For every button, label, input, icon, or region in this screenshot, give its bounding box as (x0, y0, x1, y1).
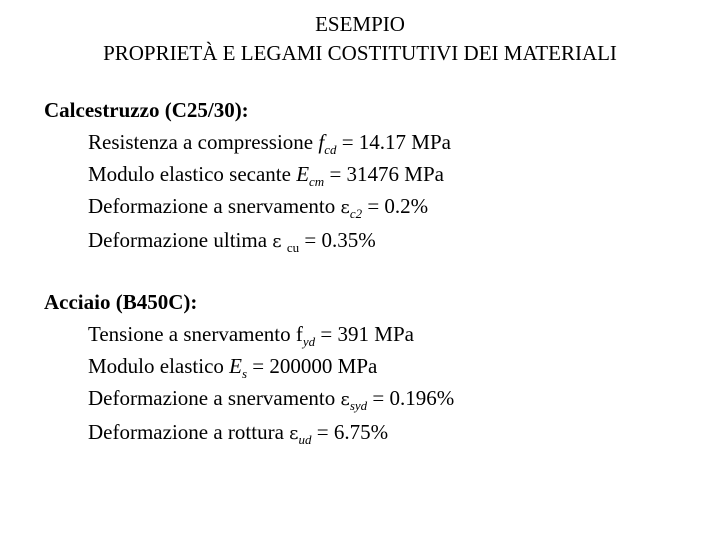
item-symbol: ε (272, 231, 282, 252)
item-value: = 0.196% (372, 386, 455, 410)
item-subscript: c2 (349, 206, 363, 221)
item-symbol: f (318, 130, 325, 154)
item-subscript: ud (298, 432, 312, 447)
steel-yield-strain (88, 382, 704, 416)
item-value: = 6.75% (316, 420, 389, 444)
steel-section (44, 286, 704, 450)
item-subscript: cu (286, 240, 300, 255)
item-symbol: E (296, 162, 310, 186)
item-subscript: cm (309, 174, 325, 189)
item-value: = 200000 MPa (252, 354, 378, 378)
item-symbol: ε (289, 423, 299, 444)
item-label: Modulo elastico secante (88, 162, 291, 186)
item-symbol: f (295, 322, 303, 346)
item-label: Modulo elastico (88, 354, 224, 378)
item-label: Tensione a snervamento (88, 322, 291, 346)
steel-ultimate-strain (88, 416, 704, 450)
item-symbol: E (229, 354, 242, 378)
concrete-secant-modulus (88, 158, 704, 190)
title-line-1: ESEMPIO (315, 12, 405, 36)
title-line-2: PROPRIETÀ E LEGAMI COSTITUTIVI DEI MATERIALI (103, 41, 617, 65)
concrete-yield-strain (88, 190, 704, 224)
item-label: Deformazione a rottura (88, 420, 284, 444)
item-label: Deformazione a snervamento (88, 386, 336, 410)
item-symbol: ε (340, 197, 350, 218)
item-label: Deformazione a snervamento (88, 194, 336, 218)
item-symbol: ε (340, 389, 350, 410)
concrete-section (44, 94, 704, 258)
item-subscript: syd (349, 398, 368, 413)
page-title (0, 10, 720, 68)
concrete-heading: Calcestruzzo (C25/30): (44, 98, 249, 122)
steel-yield-stress (88, 318, 704, 350)
item-value: = 14.17 MPa (341, 130, 451, 154)
item-value: = 31476 MPa (329, 162, 444, 186)
item-subscript: cd (324, 142, 337, 157)
concrete-compressive-strength (88, 126, 704, 158)
steel-elastic-modulus (88, 350, 704, 382)
item-subscript: s (241, 366, 248, 381)
item-subscript: yd (302, 334, 316, 349)
steel-heading: Acciaio (B450C): (44, 290, 198, 314)
item-label: Deformazione ultima (88, 228, 268, 252)
concrete-ultimate-strain (88, 224, 704, 258)
item-label: Resistenza a compressione (88, 130, 314, 154)
item-value: = 391 MPa (320, 322, 414, 346)
item-value: = 0.2% (367, 194, 429, 218)
item-value: = 0.35% (304, 228, 376, 252)
